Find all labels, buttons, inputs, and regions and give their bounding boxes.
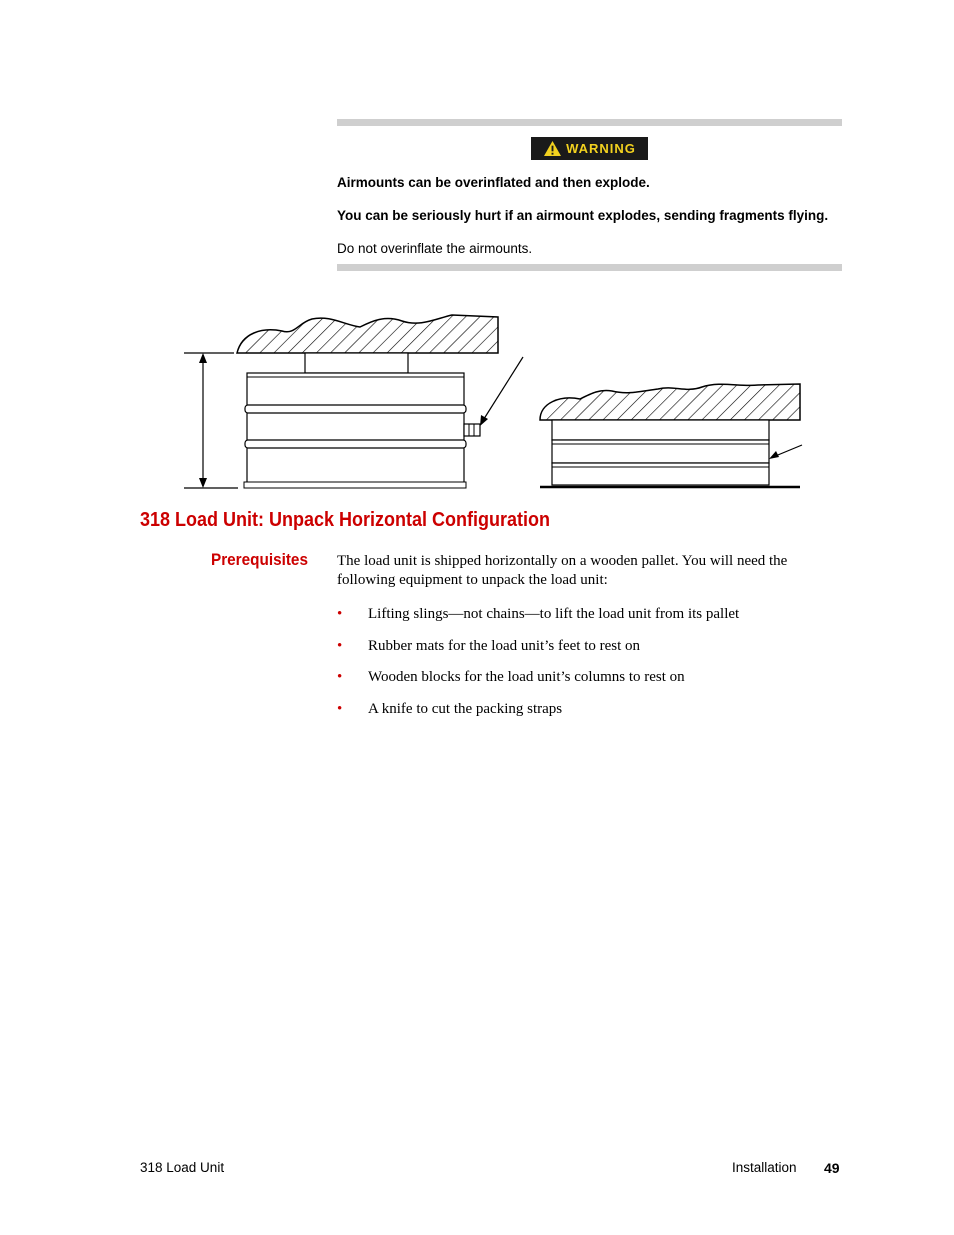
deflated-airmount bbox=[540, 384, 802, 487]
warning-line-2: You can be seriously hurt if an airmount explodes, sending fragments flying. bbox=[337, 208, 829, 223]
list-item-text: Lifting slings—not chains—to lift the load unit from its pallet bbox=[368, 606, 740, 622]
bullet-icon: • bbox=[337, 637, 343, 654]
page-number: 49 bbox=[824, 1160, 840, 1176]
list-item bbox=[337, 636, 739, 668]
equipment-list bbox=[337, 604, 739, 730]
warning-line-1: Airmounts can be overinflated and then explode. bbox=[337, 175, 650, 190]
warning-line-3: Do not overinflate the airmounts. bbox=[337, 241, 533, 256]
list-item bbox=[337, 699, 739, 731]
list-item-text: A knife to cut the packing straps bbox=[368, 700, 563, 717]
warning-badge bbox=[531, 137, 648, 160]
intro-paragraph: The load unit is shipped horizontally on a wooden pallet. You will need the following equipment to unpack the load unit: bbox=[337, 553, 788, 588]
footer-doc-title: 318 Load Unit bbox=[140, 1160, 225, 1175]
prerequisites-heading: Prerequisites bbox=[211, 550, 308, 569]
inflated-airmount bbox=[184, 315, 523, 488]
airmount-diagram bbox=[180, 305, 805, 495]
bullet-icon: • bbox=[337, 669, 343, 685]
bullet-icon: • bbox=[337, 700, 343, 717]
list-item-text: Rubber mats for the load unit’s feet to rest on bbox=[368, 637, 641, 654]
top-rule bbox=[337, 119, 842, 126]
list-item-text: Wooden blocks for the load unit’s columns to rest on bbox=[368, 669, 685, 685]
bottom-rule bbox=[337, 264, 842, 271]
section-title: 318 Load Unit: Unpack Horizontal Configuration bbox=[140, 509, 551, 531]
warning-label: WARNING bbox=[566, 141, 636, 156]
list-item bbox=[337, 604, 739, 636]
bullet-icon: • bbox=[337, 606, 343, 622]
footer-chapter: Installation bbox=[732, 1160, 797, 1175]
list-item bbox=[337, 667, 739, 699]
warning-triangle-icon bbox=[543, 140, 562, 157]
